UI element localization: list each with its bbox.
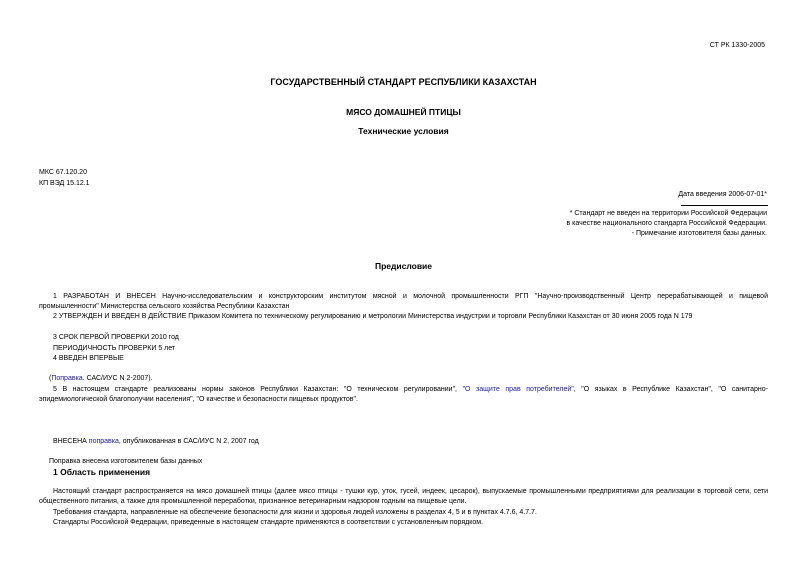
preface-item-5-text-b: , "О языках в Республике Казахстан", "О санитарно- (573, 386, 768, 393)
preface-item-3: 3 СРОК ПЕРВОЙ ПРОВЕРКИ 2010 год (53, 334, 179, 341)
preface-item-1-line-2: промышленности" Министерства сельского хозяйства Республики Казахстан (39, 303, 290, 310)
scope-paragraph-1-line-1: Настоящий стандарт распространяется на мясо домашней птицы (далее мясо птицы - тушки кур, уток, гусей, индеек, цесарок), выпускаемые промышленными предприятиями для реализации в торговой сети, сети (53, 488, 768, 495)
database-note: Поправка внесена изготовителем базы данных (49, 458, 203, 465)
document-code: СТ РК 1330-2005 (709, 42, 765, 49)
kp-ved-code: КП ВЭД 15.12.1 (39, 180, 90, 187)
amendment-link[interactable]: Поправка (51, 375, 83, 382)
footnote-line-1: * Стандарт не введен на территории Российской Федерации (569, 210, 767, 217)
amendment-note-suffix: , опубликованная в САС/ИУС N 2, 2007 год (118, 438, 259, 445)
amendment-reference (49, 374, 153, 384)
section-1-title: 1 Область применения (53, 467, 151, 477)
amendment-note-prefix: ВНЕСЕНА (53, 438, 89, 445)
introduction-date: Дата введения 2006-07-01* (678, 191, 767, 198)
consumer-rights-law-link[interactable]: "О защите прав потребителей" (462, 386, 574, 393)
amendment-note (53, 437, 259, 447)
preface-item-2: 2 УТВЕРЖДЕН И ВВЕДЕН В ДЕЙСТВИЕ Приказом Комитета по техническому регулированию и метрологии Министерства индустрии и торговли Республики Казахстан от 30 июня 2005 года N 179 (53, 313, 693, 320)
scope-paragraph-1-line-2: общественного питания, а также для промышленной переработки, признанное ветеринарным надзором годным на пищевые цели. (39, 498, 467, 505)
state-standard-title: ГОСУДАРСТВЕННЫЙ СТАНДАРТ РЕСПУБЛИКИ КАЗАХСТАН (270, 77, 537, 87)
footnote-line-2: в качестве национального стандарта Российской Федерации. (566, 220, 767, 227)
preface-item-1-line-1: 1 РАЗРАБОТАН И ВНЕСЕН Научно-исследовательским и конструкторским институтом мясной и молочной промышленности РГП "Научно-производственный Центр перерабатывающей и пищевой (53, 293, 768, 300)
document-subtitle: Технические условия (358, 126, 449, 136)
preface-item-5-line-1 (53, 385, 768, 395)
footnote-line-3: - Примечание изготовителя базы данных. (631, 230, 767, 237)
preface-item-5-text-a: 5 В настоящем стандарте реализованы нормы законов Республики Казахстан: "О техническом регулировании", (53, 386, 463, 393)
preface-item-3-periodicity: ПЕРИОДИЧНОСТЬ ПРОВЕРКИ 5 лет (53, 345, 176, 352)
amendment-source: . САС/ИУС N 2-2007). (82, 375, 153, 382)
amendment-note-link[interactable]: поправка (88, 438, 119, 445)
scope-paragraph-2: Требования стандарта, направленные на обеспечение безопасности для жизни и здоровья людей изложены в разделах 4, 5 и в пунктах 4.7.6, 4.7.7. (53, 509, 537, 516)
scope-paragraph-3: Стандарты Российской Федерации, приведенные в настоящем стандарте применяются в соответствии с установленным порядком. (53, 519, 484, 526)
mks-code: МКС 67.120.20 (39, 169, 87, 176)
preface-item-4: 4 ВВЕДЕН ВПЕРВЫЕ (53, 355, 124, 362)
preface-item-5-line-2: эпидемиологической благополучии населения", "О качестве и безопасности пищевых продуктов". (39, 396, 358, 403)
preface-title: Предисловие (374, 261, 433, 271)
product-title: МЯСО ДОМАШНЕЙ ПТИЦЫ (346, 107, 461, 117)
footnote-divider (681, 205, 768, 206)
amendment-open-paren: ( (49, 375, 52, 382)
